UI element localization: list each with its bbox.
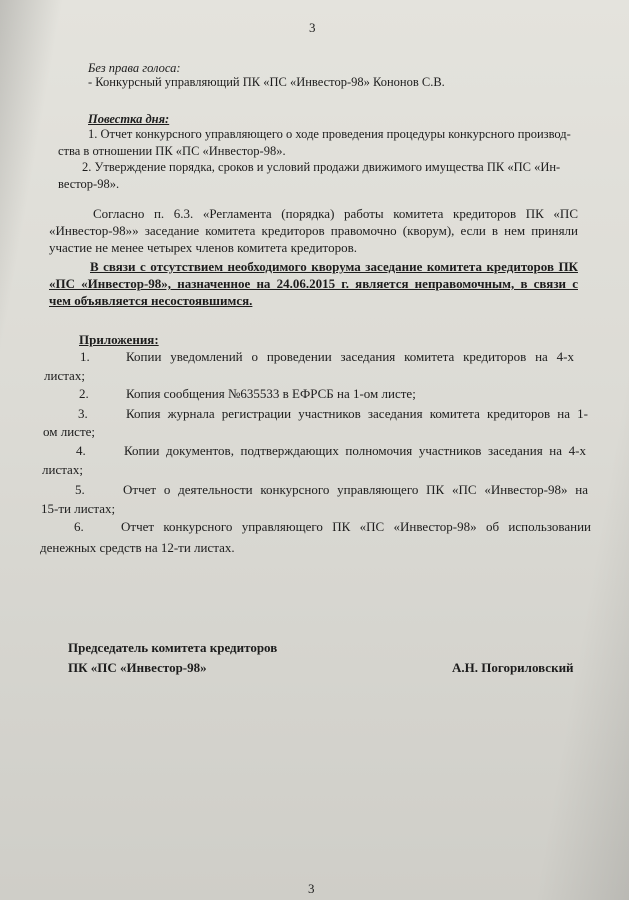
- attachment-number: 3.: [78, 406, 88, 421]
- attachment-6-line-1: Отчет конкурсного управляющего ПК «ПС «Инвестор-98» об использовании: [121, 519, 591, 534]
- conclusion-line-3: чем объявляется несостоявшимся.: [49, 293, 253, 308]
- attachment-number: 6.: [74, 519, 84, 534]
- agenda-item-2-line-1: 2. Утверждение порядка, сроков и условий продажи движимого имущества ПК «ПС «Ин-: [82, 160, 561, 174]
- attachment-4-line-2: листах;: [42, 462, 83, 477]
- agenda-title: Повестка дня:: [88, 112, 170, 126]
- page-number-bottom: 3: [308, 881, 315, 896]
- no-vote-person: - Конкурсный управляющий ПК «ПС «Инвестор-98» Кононов С.В.: [88, 75, 445, 89]
- attachment-5-line-1: Отчет о деятельности конкурсного управляющего ПК «ПС «Инвестор-98» на: [123, 482, 588, 497]
- page-number-top: 3: [309, 20, 316, 35]
- attachment-5-line-2: 15-ти листах;: [41, 501, 116, 516]
- signature-title-line-2: ПК «ПС «Инвестор-98»: [68, 660, 207, 675]
- conclusion-line-1: В связи с отсутствием необходимого кворума заседание комитета кредиторов ПК: [90, 259, 578, 274]
- agenda-item-1-line-1: 1. Отчет конкурсного управляющего о ходе проведения процедуры конкурсного производ-: [88, 127, 571, 141]
- attachment-number: 4.: [76, 443, 86, 458]
- attachments-title: Приложения:: [79, 332, 159, 347]
- signature-name: А.Н. Погориловский: [452, 660, 574, 675]
- agenda-item-1-line-2: ства в отношении ПК «ПС «Инвестор-98».: [58, 144, 286, 158]
- attachment-1-line-2: листах;: [44, 368, 85, 383]
- attachment-number: 2.: [79, 386, 89, 401]
- no-vote-label: Без права голоса:: [88, 61, 181, 75]
- attachment-1-line-1: Копии уведомлений о проведении заседания комитета кредиторов на 4-х: [126, 349, 574, 364]
- regulation-line-1: Согласно п. 6.3. «Регламента (порядка) работы комитета кредиторов ПК «ПС: [93, 206, 578, 221]
- regulation-line-2: «Инвестор-98»» заседание комитета кредиторов правомочно (кворум), если в нем приняли: [49, 223, 578, 238]
- attachment-3-line-1: Копия журнала регистрации участников заседания комитета кредиторов на 1-: [126, 406, 588, 421]
- agenda-item-2-line-2: вестор-98».: [58, 177, 120, 191]
- attachment-2-line-1: Копия сообщения №635533 в ЕФРСБ на 1-ом листе;: [126, 386, 416, 401]
- attachment-number: 5.: [75, 482, 85, 497]
- signature-title-line-1: Председатель комитета кредиторов: [68, 640, 278, 655]
- attachment-number: 1.: [80, 349, 90, 364]
- conclusion-line-2: «ПС «Инвестор-98», назначенное на 24.06.2015 г. является неправомочным, в связи с: [49, 276, 578, 291]
- attachment-3-line-2: ом листе;: [43, 424, 96, 439]
- attachment-4-line-1: Копии документов, подтверждающих полномочия участников заседания на 4-х: [124, 443, 586, 458]
- regulation-line-3: участие не менее четырех членов комитета кредиторов.: [49, 240, 357, 255]
- attachment-6-line-2: денежных средств на 12-ти листах.: [40, 540, 235, 555]
